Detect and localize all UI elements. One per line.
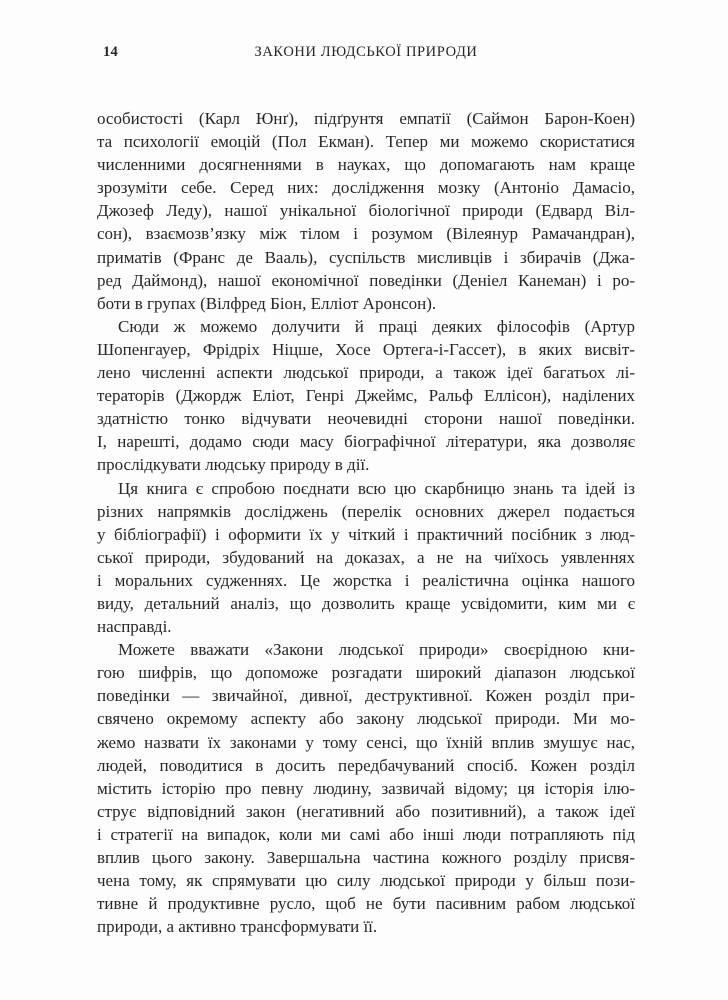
text-line: вплив цього закону. Завершальна частина кожного розділу присвя-	[97, 848, 635, 867]
paragraph	[97, 477, 635, 639]
text-line: та психології емоцій (Пол Екман). Тепер ми можемо скористатися	[97, 132, 635, 152]
text-line: Ця книга є спробою поєднати всю цю скарбницю знань та ідей із	[118, 478, 635, 498]
page-body	[97, 107, 635, 938]
text-line: особистості (Карл Юнґ), підґрунтя емпатії (Саймон Барон-Коен)	[97, 109, 635, 128]
text-line: І, нарешті, додамо сюди масу біографічної літератури, яка дозволяє	[97, 432, 635, 452]
text-line: різних напрямків досліджень (перелік основних джерел подається	[97, 501, 635, 521]
text-line: Джозеф Леду), нашої унікальної біологічної природи (Едвард Віл-	[97, 201, 635, 221]
text-line: і стратегії на випадок, коли ми самі або інші люди потрапляють під	[97, 824, 635, 844]
paragraph	[97, 315, 635, 477]
text-line: природи, а активно трансформувати її.	[97, 917, 378, 937]
page-header	[97, 44, 635, 62]
text-line: прослідкувати людську природу в дії.	[97, 455, 370, 475]
text-line: тивне й продуктивне русло, щоб не бути пасивним рабом людської	[97, 894, 635, 914]
text-line: тераторів (Джордж Еліот, Генрі Джеймс, Ральф Еллісон), наділених	[97, 386, 635, 406]
text-line: приматів (Франс де Вааль), суспільств мисливців і збирачів (Джа-	[97, 247, 635, 267]
text-line: струє відповідний закон (негативний або позитивний), а також ідеї	[97, 801, 635, 821]
paragraph	[97, 638, 635, 938]
text-line: боти в групах (Вілфред Біон, Елліот Аронсон).	[97, 293, 437, 313]
text-line: чена тому, як спрямувати цю силу людської природи у більш пози-	[97, 871, 635, 891]
text-line: лено численні аспекти людської природи, а також ідеї багатьох лі-	[97, 363, 635, 383]
text-line: сон), взаємозв’язку між тілом і розумом (Вілеянур Рамачандран),	[97, 224, 635, 244]
paragraph	[97, 107, 635, 315]
text-line: людей, поводитися в досить передбачуваний спосіб. Кожен розділ	[97, 755, 635, 775]
text-line: здатністю тонко відчувати неочевидні сторони нашої поведінки.	[97, 409, 635, 429]
text-line: численними досягненнями в науках, що допомагають нам краще	[97, 155, 635, 175]
text-line: Сюди ж можемо долучити й праці деяких філософів (Артур	[118, 316, 635, 336]
text-line: містить історію про певну людину, зазвичай відому; ця історія ілю-	[97, 778, 635, 798]
text-line: у бібліографії) і оформити їх у чіткий і практичний посібник з люд-	[97, 524, 635, 544]
text-line: свячено окремому аспекту або закону людської природи. Ми мо-	[97, 709, 635, 729]
text-line: Шопенгауер, Фрідріх Ніцше, Хосе Ортега-і-Гассет), в яких висвіт-	[97, 339, 635, 359]
text-line: гою шифрів, що допоможе розгадати широкий діапазон людської	[97, 663, 635, 683]
text-line: виду, детальний аналіз, що дозволить краще усвідомити, ким ми є	[97, 593, 635, 613]
text-line: Можете вважати «Закони людської природи» своєрідною кни-	[118, 640, 635, 660]
text-line: насправді.	[97, 617, 172, 637]
page-number: 14	[103, 44, 119, 60]
running-title: ЗАКОНИ ЛЮДСЬКОЇ ПРИРОДИ	[254, 44, 478, 60]
text-line: ред Даймонд), нашої економічної поведінки (Деніел Канеман) і ро-	[97, 270, 635, 290]
text-line: жемо назвати їх законами у тому сенсі, що їхній вплив змушує нас,	[97, 732, 635, 752]
text-line: поведінки — звичайної, дивної, деструктивної. Кожен розділ при-	[97, 686, 635, 706]
text-line: зрозуміти себе. Серед них: дослідження мозку (Антоніо Дамасіо,	[97, 178, 635, 198]
text-line: і моральних судженнях. Це жорстка і реалістична оцінка нашого	[97, 570, 635, 590]
text-line: ської природи, збудований на доказах, а не на чиїхось уявленнях	[97, 547, 635, 567]
